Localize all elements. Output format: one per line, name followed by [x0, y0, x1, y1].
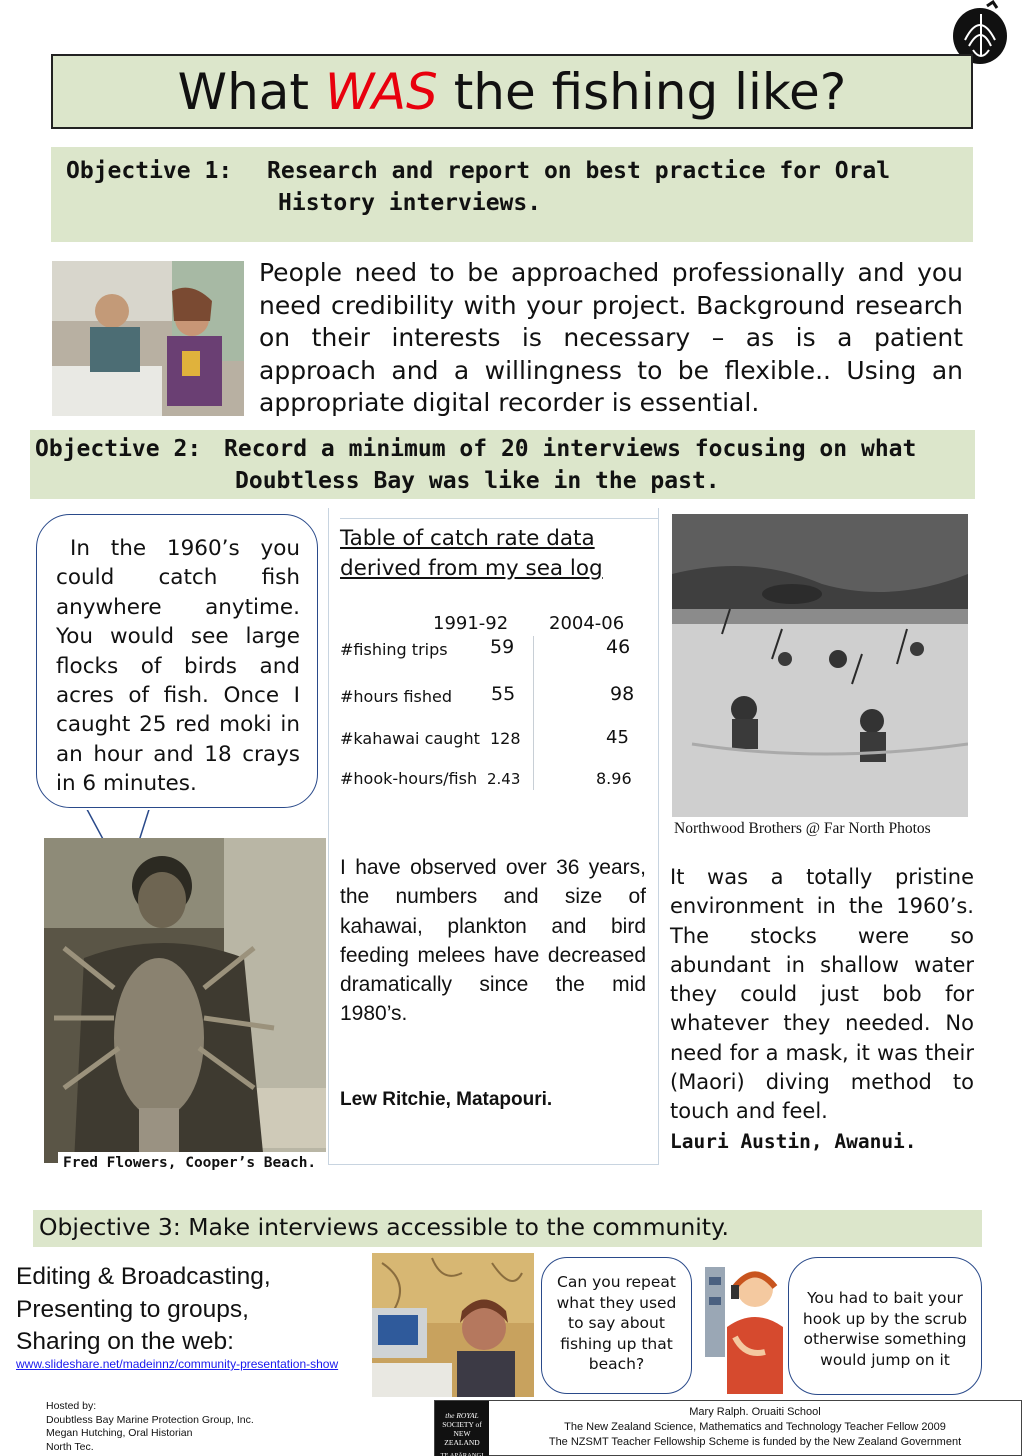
quote-bubble	[36, 514, 318, 808]
footer-line1: Mary Ralph. Oruaiti School	[689, 1406, 821, 1418]
speech-bubble-right	[788, 1257, 982, 1395]
catch-table-heading	[340, 524, 603, 584]
objective-1-line1: Research and report on best practice for Oral	[267, 158, 891, 184]
footer-box	[434, 1400, 1022, 1456]
row-label: #hook-hours/fish	[340, 769, 478, 788]
objective-3-text: Objective 3: Make interviews accessible to the community.	[39, 1213, 730, 1241]
title-part1: What	[177, 62, 325, 121]
row-value-2004: 8.96	[596, 769, 632, 788]
row-label: #hours fished	[340, 687, 453, 706]
footer-line2: The New Zealand Science, Mathematics and Technology Teacher Fellow 2009	[564, 1421, 946, 1433]
broadcasting-photo	[372, 1253, 534, 1397]
table-row	[340, 768, 640, 792]
catch-table-heading-line2: derived from my sea log	[340, 556, 603, 581]
editing-line1: Editing & Broadcasting,	[16, 1263, 271, 1290]
editing-line3: Sharing on the web:	[16, 1328, 234, 1355]
objective-3-box	[33, 1210, 982, 1247]
objective-2-line2: Doubtless Bay was like in the past.	[235, 468, 720, 494]
hosted-line3: Megan Hutching, Oral Historian	[46, 1427, 193, 1439]
catch-table-col1-header: 1991-92	[433, 613, 509, 634]
row-value-2004: 45	[606, 727, 629, 748]
footer-text	[489, 1405, 1021, 1450]
lew-quote: I have observed over 36 years, the numbers and size of kahawai, plankton and bird feeding melees have decreased dramatically since the mid 1980’s.	[340, 856, 646, 1026]
row-label: #fishing trips	[340, 640, 448, 659]
hosted-line1: Hosted by:	[46, 1400, 97, 1412]
royal-society-logo	[435, 1401, 489, 1456]
pristine-quote: It was a totally pristine environment in the 1960’s. The stocks were so abundant in shallow water they could just bob for whatever they needed. No need for a mask, it was their (Maori) diving method to touch and feel.	[670, 865, 974, 1124]
table-row	[340, 726, 640, 750]
royal-logo-line1: the ROYAL	[445, 1411, 479, 1420]
royal-logo-line3: NEW ZEALAND	[444, 1429, 480, 1447]
footer-line3: The NZSMT Teacher Fellowship Scheme is funded by the New Zealand Government	[548, 1436, 962, 1448]
objective-1-label: Objective 1:	[66, 158, 233, 184]
catch-table-heading-line1: Table of catch rate data	[340, 526, 595, 551]
objective-1-line2: History interviews.	[278, 190, 542, 216]
speech-bubble-left-text: Can you repeat what they used to say about fishing up that beach?	[556, 1273, 677, 1373]
editing-block	[16, 1261, 271, 1359]
table-row	[340, 683, 640, 707]
fred-caption-box	[58, 1152, 333, 1176]
editing-line2: Presenting to groups,	[16, 1295, 249, 1323]
lew-name: Lew Ritchie, Matapouri.	[340, 1089, 553, 1110]
northwood-photo	[672, 514, 968, 817]
title-emphasis: WAS	[324, 62, 438, 121]
slideshare-link[interactable]: www.slideshare.net/madeinnz/community-presentation-show	[16, 1357, 339, 1371]
objective-1-box	[51, 147, 973, 242]
headphone-listener-illustration	[705, 1257, 785, 1394]
row-value-1991: 2.43	[487, 770, 521, 788]
pristine-name: Lauri Austin, Awanui.	[670, 1130, 917, 1153]
row-value-1991: 55	[491, 683, 516, 705]
page-title	[51, 54, 973, 129]
interview-photo	[52, 261, 244, 416]
fred-caption: Fred Flowers, Cooper’s Beach.	[63, 1155, 317, 1171]
row-value-2004: 46	[606, 636, 631, 658]
row-value-1991: 128	[490, 729, 521, 748]
hosted-line4: North Tec.	[46, 1440, 94, 1453]
catch-table-col2-header: 2004-06	[549, 613, 625, 634]
speech-bubble-right-text: You had to bait your hook up by the scrub otherwise something would jump on it	[802, 1289, 968, 1369]
royal-logo-line2: SOCIETY of	[442, 1420, 482, 1429]
row-value-2004: 98	[610, 683, 635, 705]
table-row	[340, 636, 640, 660]
middle-column-top-line	[340, 518, 659, 519]
royal-logo-line4: TE APĀRANGI	[440, 1452, 484, 1456]
objective-2-box	[30, 430, 975, 499]
northwood-caption: Northwood Brothers @ Far North Photos	[674, 820, 931, 837]
quote-bubble-text: In the 1960’s you could catch fish anywhere anytime. You would see large flocks of birds and acres of fish. Once I caught 25 red moki in an hour and 18 crays in 6 minutes.	[56, 536, 300, 797]
hosted-line2: Doubtless Bay Marine Protection Group, Inc.	[46, 1413, 254, 1426]
row-label: #kahawai caught	[340, 729, 480, 748]
speech-bubble-left	[541, 1257, 692, 1394]
objective-2-line1: Record a minimum of 20 interviews focusing on what	[224, 436, 917, 462]
intro-text: People need to be approached professionally and you need credibility with your project. Background research on their interests is necessary – as is a patient approach and a willingness to be flexible.. Using an appropriate digital recorder is essential.	[259, 258, 963, 417]
middle-column-frame	[328, 508, 659, 1165]
fred-photo	[44, 838, 326, 1163]
objective-2-label: Objective 2:	[35, 436, 202, 462]
hosted-by-block	[46, 1400, 254, 1454]
row-value-1991: 59	[490, 636, 515, 658]
title-part3: the fishing like?	[437, 62, 847, 121]
